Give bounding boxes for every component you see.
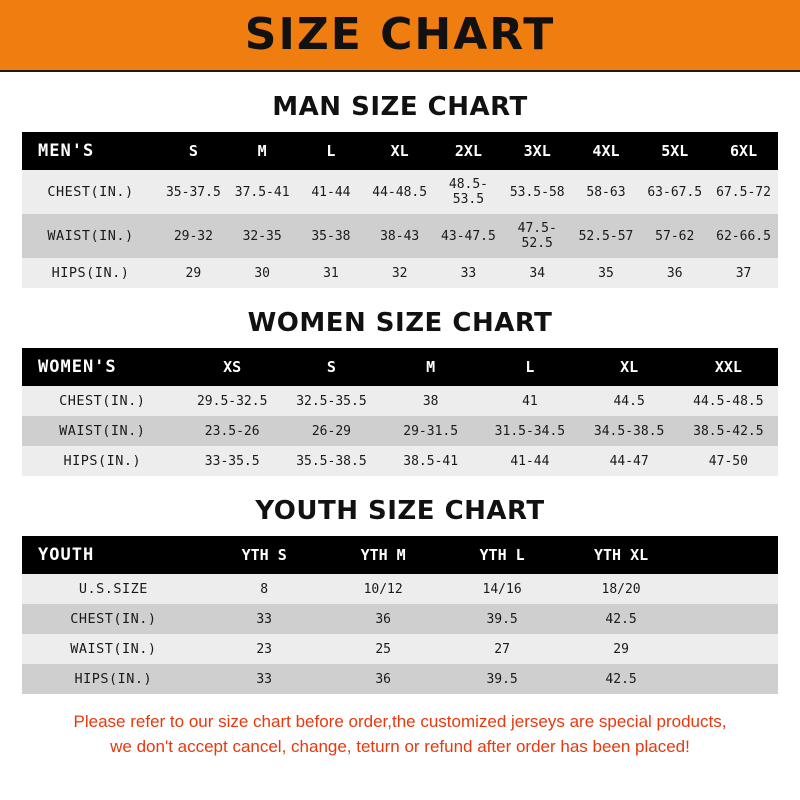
table-cell: 29 (159, 258, 228, 288)
content-area (0, 92, 800, 759)
table-cell: 29-31.5 (381, 416, 480, 446)
table-cell: 37.5-41 (228, 170, 297, 214)
table-cell: 42.5 (562, 604, 681, 634)
table-cell: 35-38 (297, 214, 366, 258)
women-section-title: WOMEN SIZE CHART (247, 308, 553, 338)
table-cell: 23.5-26 (183, 416, 282, 446)
table-cell: 26-29 (282, 416, 381, 446)
column-header: 3XL (503, 132, 572, 170)
table-header-row (22, 536, 778, 574)
row-label: CHEST(IN.) (22, 386, 183, 416)
table-row (22, 386, 778, 416)
order-policy-note (22, 710, 778, 759)
header-banner (0, 0, 800, 72)
table-cell: 32-35 (228, 214, 297, 258)
column-header: M (228, 132, 297, 170)
table-cell-spacer (681, 634, 778, 664)
table-row (22, 664, 778, 694)
table-cell: 30 (228, 258, 297, 288)
row-label: HIPS(IN.) (22, 446, 183, 476)
table-cell: 32.5-35.5 (282, 386, 381, 416)
table-row (22, 446, 778, 476)
table-cell: 32 (365, 258, 434, 288)
table-cell: 37 (709, 258, 778, 288)
table-cell: 33-35.5 (183, 446, 282, 476)
table-cell: 33 (205, 604, 324, 634)
table-cell: 47.5-52.5 (503, 214, 572, 258)
men-section-title: MAN SIZE CHART (272, 92, 528, 122)
table-row (22, 214, 778, 258)
youth-size-section (22, 496, 778, 694)
table-cell: 63-67.5 (640, 170, 709, 214)
table-cell: 41-44 (480, 446, 579, 476)
table-cell: 48.5-53.5 (434, 170, 503, 214)
table-cell: 10/12 (324, 574, 443, 604)
row-label: WAIST(IN.) (22, 634, 205, 664)
table-cell: 29-32 (159, 214, 228, 258)
table-cell: 35.5-38.5 (282, 446, 381, 476)
women-size-table (22, 348, 778, 476)
table-row (22, 170, 778, 214)
table-cell: 25 (324, 634, 443, 664)
table-cell: 31.5-34.5 (480, 416, 579, 446)
table-cell: 34.5-38.5 (580, 416, 679, 446)
table-cell: 57-62 (640, 214, 709, 258)
table-cell: 53.5-58 (503, 170, 572, 214)
row-label: WAIST(IN.) (22, 416, 183, 446)
table-row (22, 258, 778, 288)
table-cell: 38-43 (365, 214, 434, 258)
page-title: SIZE CHART (244, 9, 556, 60)
column-header: 4XL (572, 132, 641, 170)
note-line-1: Please refer to our size chart before order,the customized jerseys are special products, (73, 712, 727, 731)
table-cell: 42.5 (562, 664, 681, 694)
table-cell: 36 (640, 258, 709, 288)
column-header: MEN'S (22, 132, 159, 170)
row-label: WAIST(IN.) (22, 214, 159, 258)
table-row (22, 416, 778, 446)
table-row (22, 604, 778, 634)
column-header: 6XL (709, 132, 778, 170)
column-header: 5XL (640, 132, 709, 170)
row-label: U.S.SIZE (22, 574, 205, 604)
table-cell: 38 (381, 386, 480, 416)
column-header: YOUTH (22, 536, 205, 574)
table-cell: 23 (205, 634, 324, 664)
column-header: 2XL (434, 132, 503, 170)
column-header: YTH XL (562, 536, 681, 574)
table-cell: 29.5-32.5 (183, 386, 282, 416)
note-line-2: we don't accept cancel, change, teturn or refund after order has been placed! (110, 736, 690, 756)
table-cell: 8 (205, 574, 324, 604)
column-header: L (297, 132, 366, 170)
table-cell: 44-48.5 (365, 170, 434, 214)
table-cell: 44.5 (580, 386, 679, 416)
column-header: YTH S (205, 536, 324, 574)
table-cell: 31 (297, 258, 366, 288)
table-cell: 62-66.5 (709, 214, 778, 258)
column-header: XXL (679, 348, 778, 386)
column-header: L (480, 348, 579, 386)
table-cell-spacer (681, 574, 778, 604)
table-row (22, 634, 778, 664)
table-cell: 36 (324, 664, 443, 694)
men-size-section (22, 92, 778, 288)
column-header: S (159, 132, 228, 170)
table-cell: 41 (480, 386, 579, 416)
table-cell: 39.5 (443, 664, 562, 694)
table-cell-spacer (681, 664, 778, 694)
table-cell: 47-50 (679, 446, 778, 476)
table-cell: 67.5-72 (709, 170, 778, 214)
column-header: YTH L (443, 536, 562, 574)
row-label: HIPS(IN.) (22, 664, 205, 694)
table-cell: 36 (324, 604, 443, 634)
table-cell-spacer (681, 604, 778, 634)
column-header: M (381, 348, 480, 386)
youth-size-table (22, 536, 778, 694)
column-header: S (282, 348, 381, 386)
column-header: WOMEN'S (22, 348, 183, 386)
row-label: HIPS(IN.) (22, 258, 159, 288)
column-header: XS (183, 348, 282, 386)
column-header: YTH M (324, 536, 443, 574)
table-cell: 41-44 (297, 170, 366, 214)
table-cell: 44-47 (580, 446, 679, 476)
table-cell: 38.5-41 (381, 446, 480, 476)
column-header: XL (580, 348, 679, 386)
table-cell: 33 (205, 664, 324, 694)
table-cell: 43-47.5 (434, 214, 503, 258)
table-cell: 35 (572, 258, 641, 288)
table-row (22, 574, 778, 604)
table-cell: 14/16 (443, 574, 562, 604)
table-cell: 39.5 (443, 604, 562, 634)
table-cell: 18/20 (562, 574, 681, 604)
row-label: CHEST(IN.) (22, 170, 159, 214)
women-size-section (22, 308, 778, 476)
table-cell: 35-37.5 (159, 170, 228, 214)
column-header-spacer (681, 536, 778, 574)
table-header-row (22, 132, 778, 170)
table-cell: 29 (562, 634, 681, 664)
table-cell: 33 (434, 258, 503, 288)
table-cell: 52.5-57 (572, 214, 641, 258)
row-label: CHEST(IN.) (22, 604, 205, 634)
table-cell: 38.5-42.5 (679, 416, 778, 446)
table-cell: 34 (503, 258, 572, 288)
youth-section-title: YOUTH SIZE CHART (255, 496, 545, 526)
table-cell: 27 (443, 634, 562, 664)
men-size-table (22, 132, 778, 288)
table-header-row (22, 348, 778, 386)
table-cell: 44.5-48.5 (679, 386, 778, 416)
column-header: XL (365, 132, 434, 170)
table-cell: 58-63 (572, 170, 641, 214)
